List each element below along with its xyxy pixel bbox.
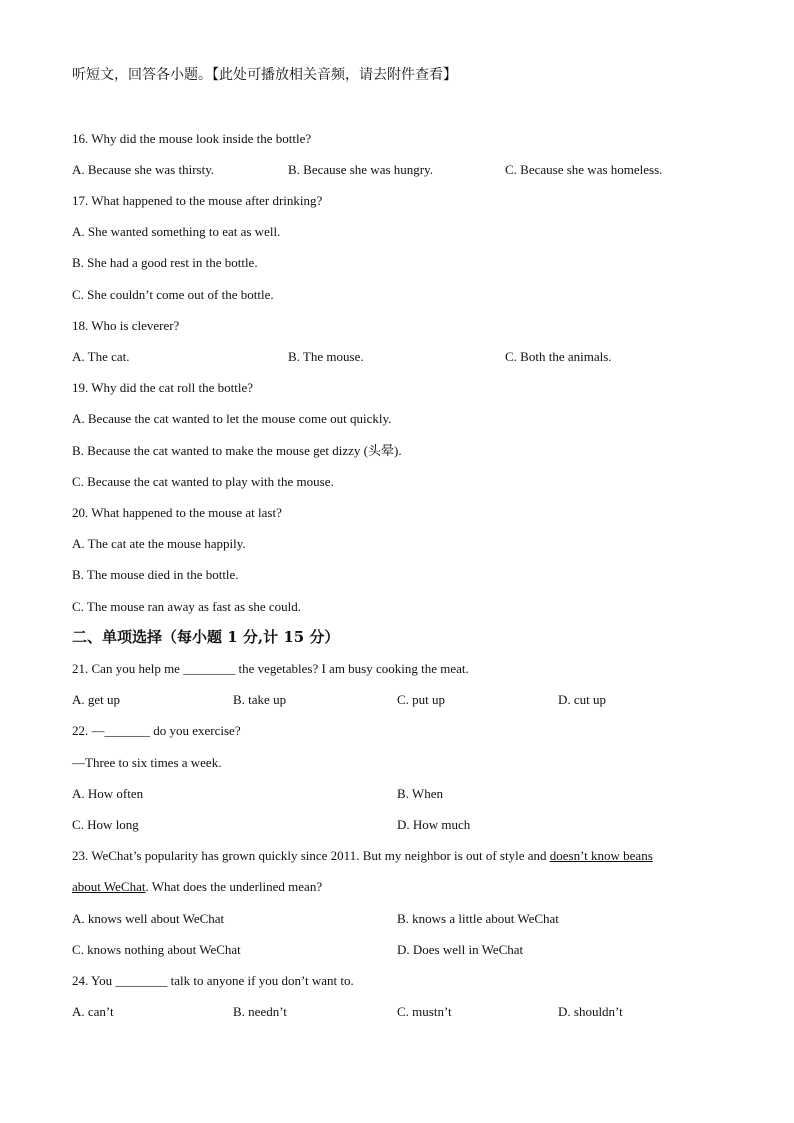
q24-option-d: D. shouldn’t [558,1004,623,1019]
q24-option-c: C. mustn’t [397,1004,452,1019]
question-20: 20. What happened to the mouse at last? [72,505,282,520]
q23-option-c: C. knows nothing about WeChat [72,942,241,957]
question-23-line-2 [72,879,322,895]
q23-underlined-phrase-cont: about WeChat [72,879,146,894]
q22-option-d: D. How much [397,817,471,832]
q19-option-a: A. Because the cat wanted to let the mouse come out quickly. [72,411,392,426]
q23-stem-question: . What does the underlined mean? [145,879,323,894]
question-23-line-1 [72,848,653,864]
q24-option-b: B. needn’t [233,1004,287,1019]
q23-option-a: A. knows well about WeChat [72,911,225,926]
q22-reply: —Three to six times a week. [72,755,222,770]
q17-option-c: C. She couldn’t come out of the bottle. [72,287,274,302]
q23-underlined-phrase: doesn’t know beans [549,848,653,863]
question-21: 21. Can you help me ________ the vegetables? I am busy cooking the meat. [72,661,469,676]
q17-option-a: A. She wanted something to eat as well. [72,224,281,239]
q20-option-a: A. The cat ate the mouse happily. [72,536,246,551]
q17-option-b: B. She had a good rest in the bottle. [72,255,258,270]
q21-option-a: A. get up [72,692,121,707]
q19-option-c: C. Because the cat wanted to play with the mouse. [72,474,334,489]
question-17: 17. What happened to the mouse after drinking? [72,193,323,208]
question-24: 24. You ________ talk to anyone if you don’t want to. [72,973,354,988]
q22-option-b: B. When [397,786,443,801]
q20-option-c: C. The mouse ran away as fast as she could. [72,599,302,614]
q21-option-d: D. cut up [558,692,607,707]
q18-option-b: B. The mouse. [288,349,364,364]
q23-option-d: D. Does well in WeChat [397,942,524,957]
q18-option-a: A. The cat. [72,349,130,364]
q20-option-b: B. The mouse died in the bottle. [72,567,239,582]
q22-option-c: C. How long [72,817,139,832]
q21-option-b: B. take up [233,692,287,707]
q23-stem-text: 23. WeChat’s popularity has grown quickly since 2011. But my neighbor is out of style and [72,848,550,863]
q22-option-a: A. How often [72,786,144,801]
q23-option-b: B. knows a little about WeChat [397,911,559,926]
q16-option-c: C. Because she was homeless. [505,162,663,177]
listening-instructions: 听短文，回答各小题。【此处可播放相关音频，请去附件查看】 [72,67,457,83]
q24-option-a: A. can’t [72,1004,114,1019]
q21-option-c: C. put up [397,692,446,707]
q16-option-a: A. Because she was thirsty. [72,162,215,177]
question-18: 18. Who is cleverer? [72,318,180,333]
q16-option-b: B. Because she was hungry. [288,162,434,177]
question-22: 22. —_______ do you exercise? [72,723,241,738]
question-19: 19. Why did the cat roll the bottle? [72,380,253,395]
q19-option-b: B. Because the cat wanted to make the mouse get dizzy (头晕). [72,443,402,458]
q18-option-c: C. Both the animals. [505,349,612,364]
section-2-heading: 二、单项选择（每小题 1 分,计 15 分） [72,628,340,646]
question-16: 16. Why did the mouse look inside the bottle? [72,131,312,146]
